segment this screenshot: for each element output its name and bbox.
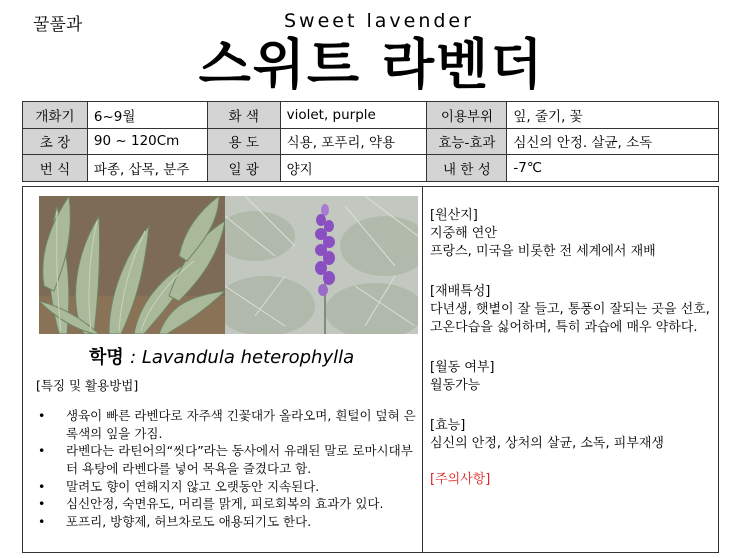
info-label: 초 장 — [23, 128, 88, 155]
effect-text: 심신의 안정, 상처의 살균, 소독, 피부재생 — [430, 436, 664, 451]
list-item: • 말려도 향이 연해지지 않고 오랫동안 지속된다. — [36, 478, 418, 496]
flower-photo — [225, 196, 418, 334]
info-label: 효능-효과 — [427, 128, 507, 155]
features-section — [30, 373, 422, 554]
info-label: 이용부위 — [427, 102, 507, 129]
info-value: 식용, 포푸리, 약용 — [280, 128, 427, 155]
caution-heading: [주의사항] — [430, 472, 491, 487]
info-label: 일 광 — [207, 155, 280, 182]
content-box — [22, 186, 719, 553]
details-column — [430, 207, 715, 489]
info-value: violet, purple — [280, 102, 427, 129]
overwinter-heading: [월동 여부] — [430, 360, 495, 375]
info-label: 내 한 성 — [427, 155, 507, 182]
info-value: 잎, 줄기, 꽃 — [507, 102, 719, 129]
list-item: • 라벤다는 라틴어의“씻다”라는 동사에서 유래된 말로 로마시대부터 욕탕에 라벤다를 넣어 목욕을 즐겼다고 함. — [36, 442, 418, 477]
page-title: 스위트 라벤더 — [198, 33, 545, 96]
info-label: 화 색 — [207, 102, 280, 129]
cultivation-heading: [재배특성] — [430, 284, 491, 299]
overwinter-section — [430, 359, 715, 395]
list-item: • 생육이 빠른 라벤다로 자주색 긴꽃대가 올라오며, 흰털이 덮혀 은록색의 잎을 가짐. — [36, 407, 418, 442]
info-table — [22, 101, 719, 182]
info-row — [23, 128, 719, 155]
info-value: -7℃ — [507, 155, 719, 182]
list-item: • 포프리, 방향제, 허브차로도 애용되기도 한다. — [36, 513, 418, 531]
plant-family: 꿀풀과 — [33, 15, 83, 35]
list-item: • 심신안정, 숙면유도, 머리를 맑게, 피로회복의 효과가 있다. — [36, 495, 418, 513]
info-row — [23, 102, 719, 129]
info-label: 용 도 — [207, 128, 280, 155]
features-heading: [특징 및 활용방법] — [36, 378, 139, 393]
english-name: Sweet lavender — [284, 10, 474, 32]
caution-section — [430, 471, 715, 489]
info-value: 90 ~ 120Cm — [87, 128, 207, 155]
features-list — [36, 407, 418, 531]
effect-section — [430, 417, 715, 453]
info-label: 번 식 — [23, 155, 88, 182]
overwinter-text: 월동가능 — [430, 378, 481, 393]
info-value: 6~9월 — [87, 102, 207, 129]
leaf-photo — [39, 196, 225, 334]
origin-line: 지중해 연안 — [430, 226, 497, 241]
column-divider — [422, 187, 423, 552]
scientific-name — [89, 343, 354, 369]
info-value: 심신의 안정. 살균, 소독 — [507, 128, 719, 155]
info-value: 양지 — [280, 155, 427, 182]
scientific-value: : Lavandula heterophylla — [130, 347, 355, 368]
info-label: 개화기 — [23, 102, 88, 129]
origin-section — [430, 207, 715, 261]
effect-heading: [효능] — [430, 418, 466, 433]
scientific-label: 학명 — [89, 347, 124, 368]
info-row — [23, 155, 719, 182]
origin-heading: [원산지] — [430, 208, 478, 223]
info-value: 파종, 삽목, 분주 — [87, 155, 207, 182]
origin-line: 프랑스, 미국을 비롯한 전 세계에서 재배 — [430, 244, 656, 259]
cultivation-section — [430, 283, 715, 337]
cultivation-text: 다년생, 햇볕이 잘 들고, 통풍이 잘되는 곳을 선호, 고온다습을 싫어하며, 특히 과습에 매우 약하다. — [430, 302, 710, 335]
